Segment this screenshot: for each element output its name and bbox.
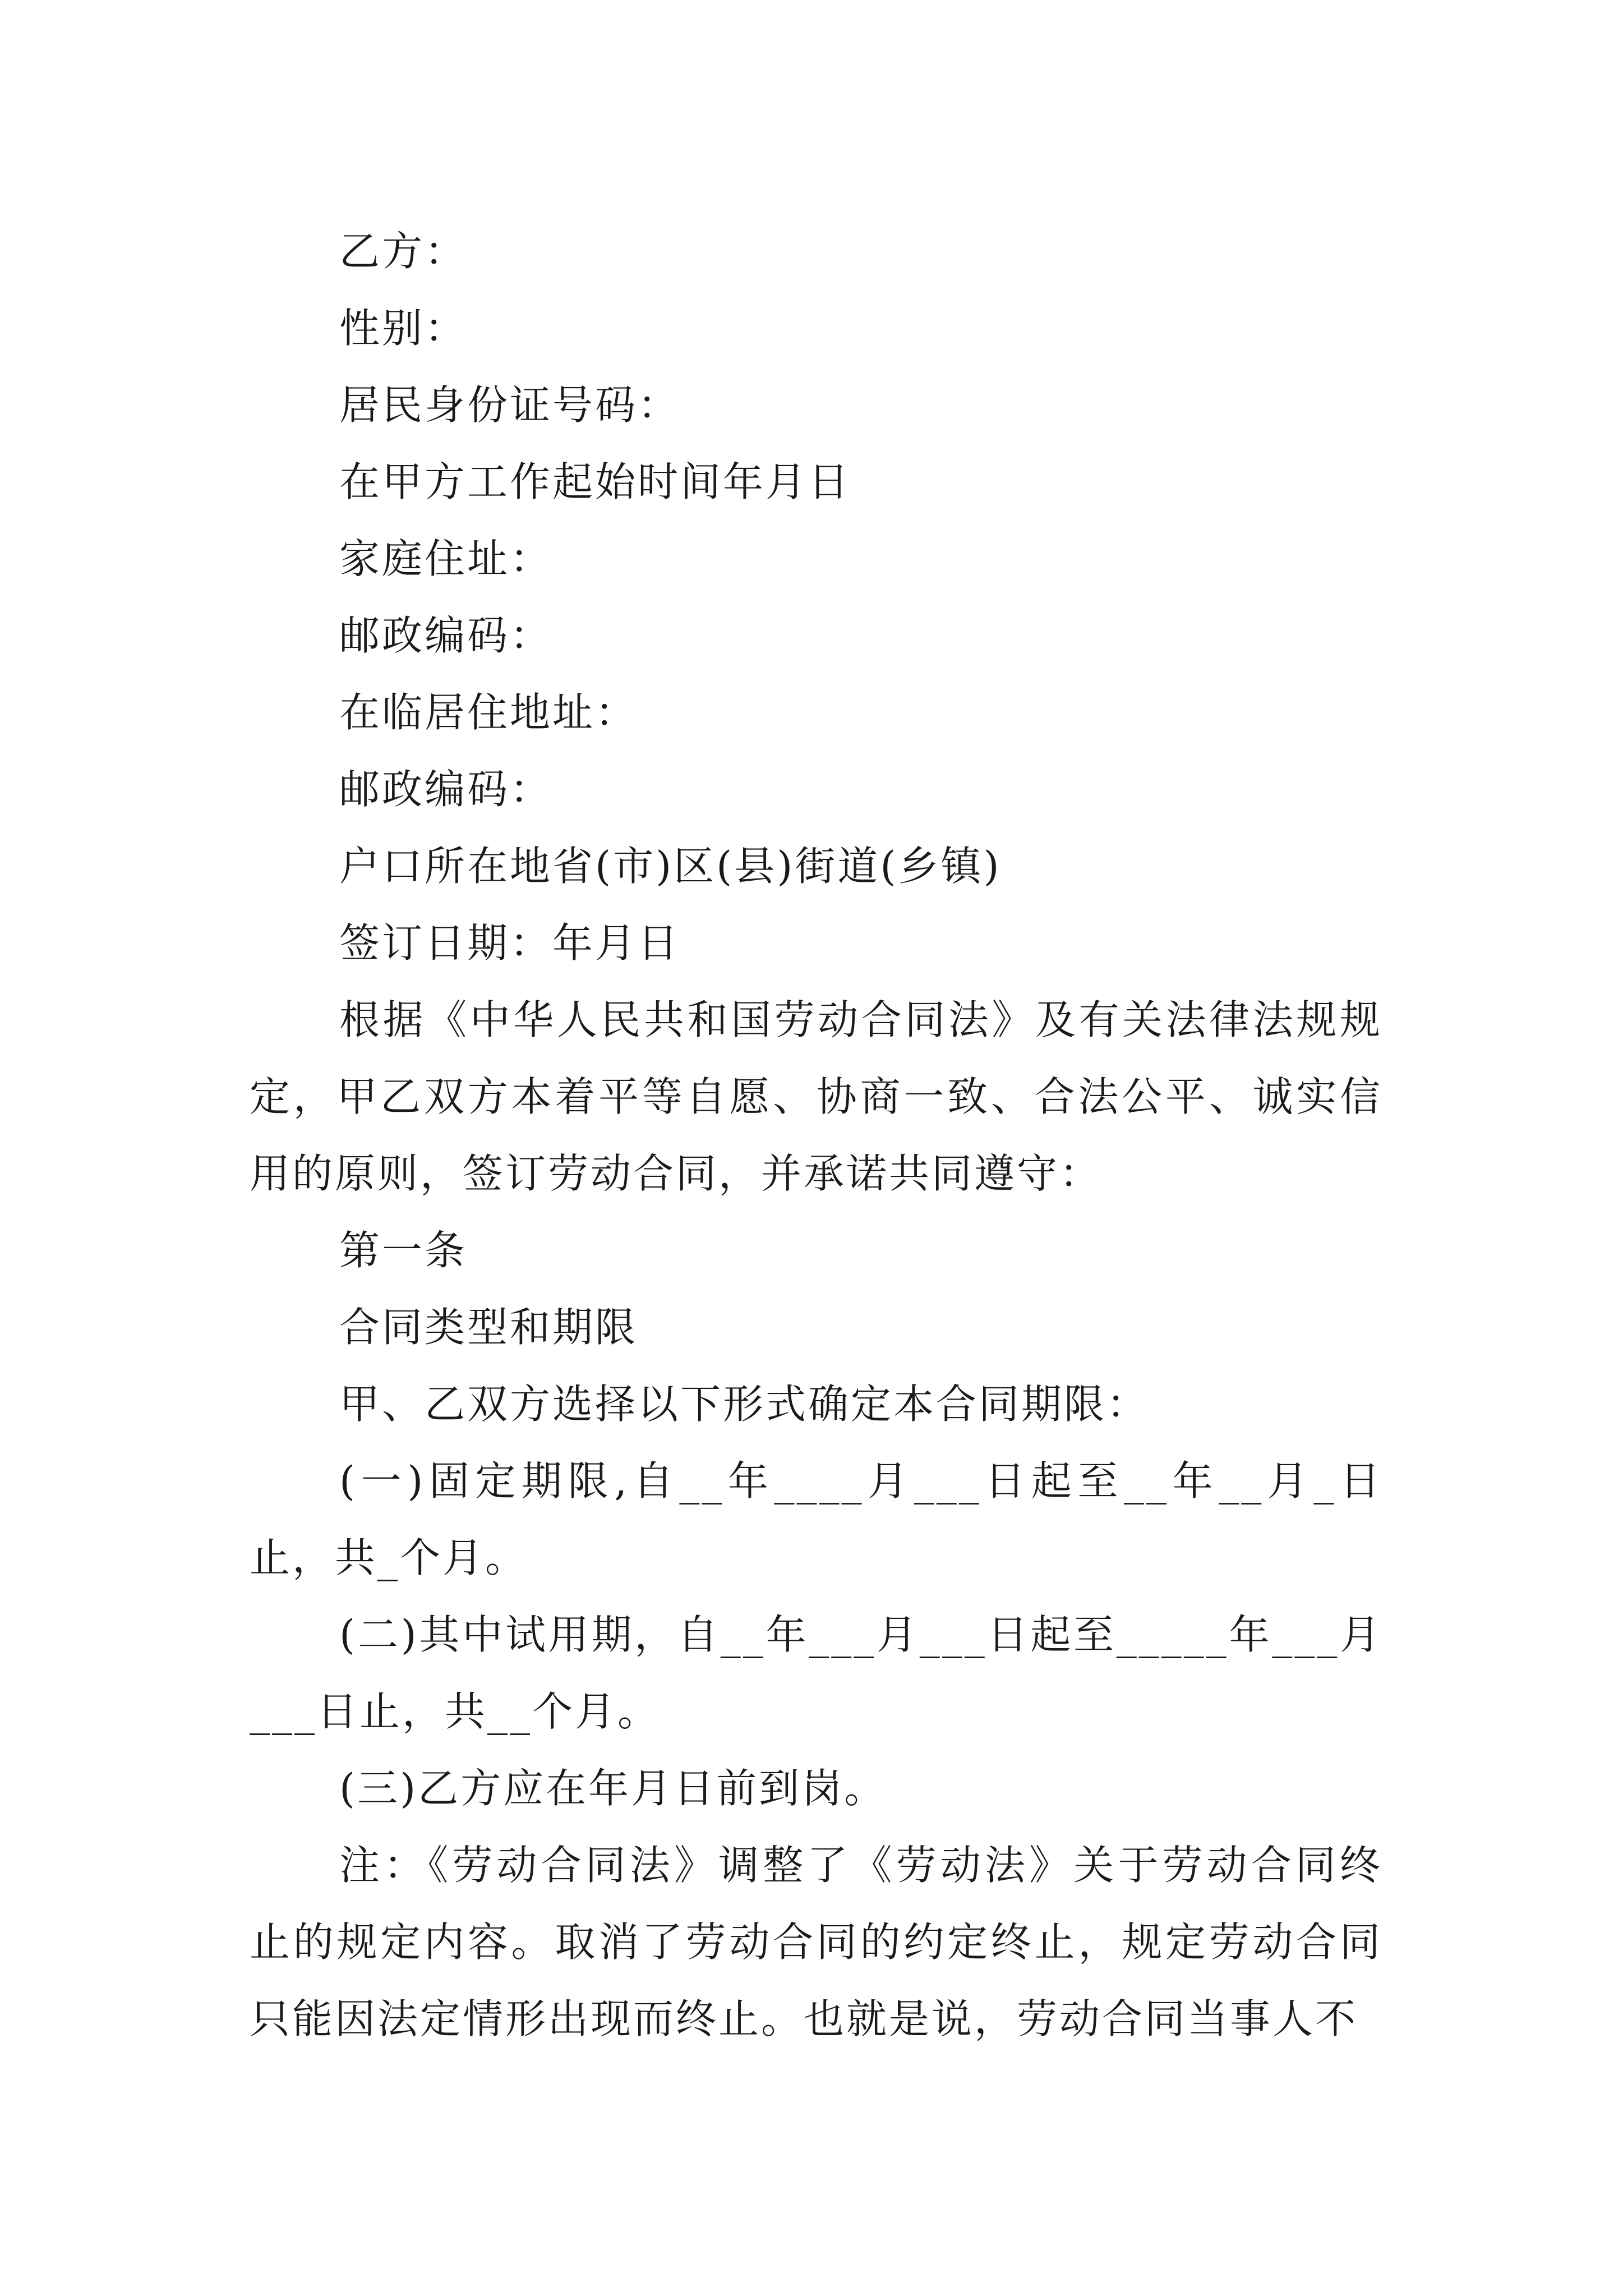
household-registration-line: 户口所在地省(市)区(县)街道(乡镇) — [339, 843, 1002, 890]
temporary-address-line: 在临居住地址： — [339, 689, 638, 736]
party-b-line: 乙方： — [339, 228, 468, 275]
article-title: 合同类型和期限 — [339, 1304, 638, 1351]
document-body — [250, 213, 1382, 2058]
postal-code-line: 邮政编码： — [339, 612, 553, 659]
id-number-line: 居民身份证号码： — [339, 381, 681, 429]
home-address-line: 家庭住址： — [339, 535, 553, 582]
preamble-paragraph: 根据《中华人民共和国劳动合同法》及有关法律法规规定，甲乙双方本着平等自愿、协商一致、合法公平、诚实信用的原则，签订劳动合同，并承诺共同遵守： — [250, 996, 1382, 1197]
start-date-line: 在甲方工作起始时间年月日 — [339, 458, 851, 505]
postal-code-line-2: 邮政编码： — [339, 766, 553, 813]
report-date-clause: (三)乙方应在年月日前到岗。 — [339, 1765, 887, 1812]
probation-clause: (二)其中试用期，自__年___月___日起至_____年___月___日止，共__个月。 — [250, 1611, 1382, 1735]
note-paragraph: 注：《劳动合同法》调整了《劳动法》关于劳动合同终止的规定内容。取消了劳动合同的约定终止，规定劳动合同只能因法定情形出现而终止。也就是说，劳动合同当事人不 — [250, 1842, 1382, 2042]
article-heading: 第一条 — [339, 1227, 468, 1274]
gender-line: 性别： — [339, 305, 468, 352]
fixed-term-clause: (一)固定期限,自__年____月___日起至__年__月_日止，共_个月。 — [250, 1457, 1382, 1581]
term-intro-line: 甲、乙双方选择以下形式确定本合同期限： — [339, 1381, 1150, 1428]
signing-date-line: 签订日期：年月日 — [339, 919, 681, 967]
